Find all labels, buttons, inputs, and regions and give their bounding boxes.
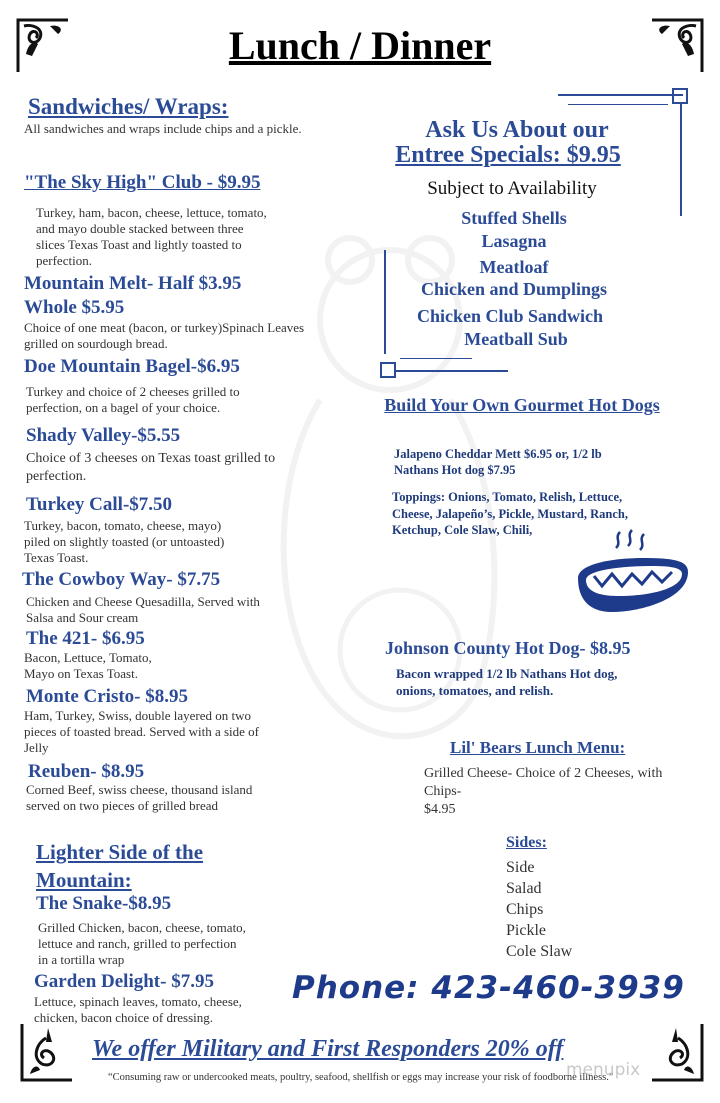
item-doe-mountain-bagel: Doe Mountain Bagel-$6.95 xyxy=(24,356,240,377)
hotdogs-heading: Build Your Own Gourmet Hot Dogs xyxy=(384,395,660,415)
side-item: Side xyxy=(506,859,535,876)
menupix-watermark: menupix xyxy=(566,1060,641,1080)
item-the-421: The 421- $6.95 xyxy=(26,628,145,649)
sandwiches-heading: Sandwiches/ Wraps: xyxy=(28,94,229,119)
item-mountain-melt: Mountain Melt- Half $3.95 xyxy=(24,273,242,294)
special-stuffed-shells: Stuffed Shells xyxy=(461,208,567,228)
hot-dog-icon xyxy=(572,528,692,618)
specials-frame-right xyxy=(680,104,682,216)
special-meatloaf: Meatloaf xyxy=(479,257,549,277)
hotdogs-options: Jalapeno Cheddar Mett $6.95 or, 1/2 lb Nathans Hot dog $7.95 xyxy=(394,447,602,477)
phone-number: Phone: 423-460-3939 xyxy=(292,970,685,1006)
item-garden-delight-desc: Lettuce, spinach leaves, tomato, cheese, chicken, bacon choice of dressing. xyxy=(34,994,242,1025)
disclaimer: “Consuming raw or undercooked meats, poultry, seafood, shellfish or eggs may increase your risk of foodborne illness.” xyxy=(108,1072,614,1083)
item-sky-high-club-desc: Turkey, ham, bacon, cheese, lettuce, tomato, and mayo double stacked between three slices Texas Toast and lightly toasted to perfection. xyxy=(36,205,267,268)
item-garden-delight: Garden Delight- $7.95 xyxy=(34,971,214,992)
item-cowboy-way-desc: Chicken and Cheese Quesadilla, Served with Salsa and Sour cream xyxy=(26,594,260,625)
corner-ornament-bottom-left-icon xyxy=(18,1018,76,1088)
item-sky-high-club: "The Sky High" Club - $9.95 xyxy=(24,172,261,193)
item-the-snake: The Snake-$8.95 xyxy=(36,893,172,914)
item-reuben: Reuben- $8.95 xyxy=(28,761,145,782)
item-the-snake-desc: Grilled Chicken, bacon, cheese, tomato, lettuce and ranch, grilled to perfection in a tortilla wrap xyxy=(38,920,246,967)
item-johnson-county-desc: Bacon wrapped 1/2 lb Nathans Hot dog, onions, tomatoes, and relish. xyxy=(396,666,618,698)
specials-frame-bottom-inner xyxy=(400,358,472,359)
specials-frame-top-inner xyxy=(568,104,668,105)
lighter-side-heading: Lighter Side of the Mountain: xyxy=(36,840,204,892)
side-salad: Salad xyxy=(506,880,542,897)
item-monte-cristo: Monte Cristo- $8.95 xyxy=(26,686,188,707)
kids-heading: Lil' Bears Lunch Menu: xyxy=(450,738,626,757)
sides-heading: Sides: xyxy=(506,834,547,851)
special-chicken-club: Chicken Club Sandwich xyxy=(416,306,604,326)
side-chips: Chips xyxy=(506,901,544,918)
item-cowboy-way: The Cowboy Way- $7.75 xyxy=(22,569,221,590)
item-doe-mountain-bagel-desc: Turkey and choice of 2 cheeses grilled to perfection, on a bagel of your choice. xyxy=(26,384,240,415)
item-turkey-call-desc: Turkey, bacon, tomato, cheese, mayo) piled on slightly toasted (or untoasted) Texas Toast. xyxy=(24,518,225,565)
item-shady-valley: Shady Valley-$5.55 xyxy=(26,425,181,446)
side-cole-slaw: Cole Slaw xyxy=(506,943,573,960)
specials-frame-top xyxy=(558,94,683,96)
item-shady-valley-desc: Choice of 3 cheeses on Texas toast grilled to perfection. xyxy=(26,451,276,484)
corner-ornament-bottom-right-icon xyxy=(648,1018,706,1088)
kids-desc: Grilled Cheese- Choice of 2 Cheeses, with Chips- xyxy=(424,766,663,799)
page-title: Lunch / Dinner xyxy=(228,23,492,68)
specials-line2: Entree Specials: $9.95 xyxy=(395,142,621,168)
specials-frame-box-top xyxy=(672,88,688,104)
sandwiches-note: All sandwiches and wraps include chips and a pickle. xyxy=(24,121,302,136)
specials-frame-box-bottom xyxy=(380,362,396,378)
side-pickle: Pickle xyxy=(506,922,546,939)
item-reuben-desc: Corned Beef, swiss cheese, thousand island served on two pieces of grilled bread xyxy=(26,782,253,813)
special-chicken-dumplings: Chicken and Dumplings xyxy=(420,279,608,299)
item-mountain-melt-whole: Whole $5.95 xyxy=(24,297,125,318)
item-johnson-county: Johnson County Hot Dog- $8.95 xyxy=(385,638,631,658)
item-turkey-call: Turkey Call-$7.50 xyxy=(26,494,173,515)
military-discount: We offer Military and First Responders 20% off xyxy=(92,1036,564,1062)
special-lasagna: Lasagna xyxy=(481,231,547,251)
specials-frame-bottom xyxy=(394,370,508,372)
specials-subject: Subject to Availability xyxy=(427,178,597,199)
item-monte-cristo-desc: Ham, Turkey, Swiss, double layered on two pieces of toasted bread. Served with a side of Jelly xyxy=(24,708,260,755)
kids-price: $4.95 xyxy=(424,802,456,817)
item-mountain-melt-desc: Choice of one meat (bacon, or turkey)Spinach Leaves grilled on sourdough bread. xyxy=(24,320,305,351)
specials-line1: Ask Us About our xyxy=(425,117,609,143)
item-the-421-desc: Bacon, Lettuce, Tomato, Mayo on Texas Toast. xyxy=(24,650,152,681)
hotdogs-toppings: Toppings: Onions, Tomato, Relish, Lettuce, Cheese, Jalapeño’s, Pickle, Mustard, Ranch, Ketchup, Cole Slaw, Chili, xyxy=(392,490,628,537)
special-meatball-sub: Meatball Sub xyxy=(464,329,568,349)
